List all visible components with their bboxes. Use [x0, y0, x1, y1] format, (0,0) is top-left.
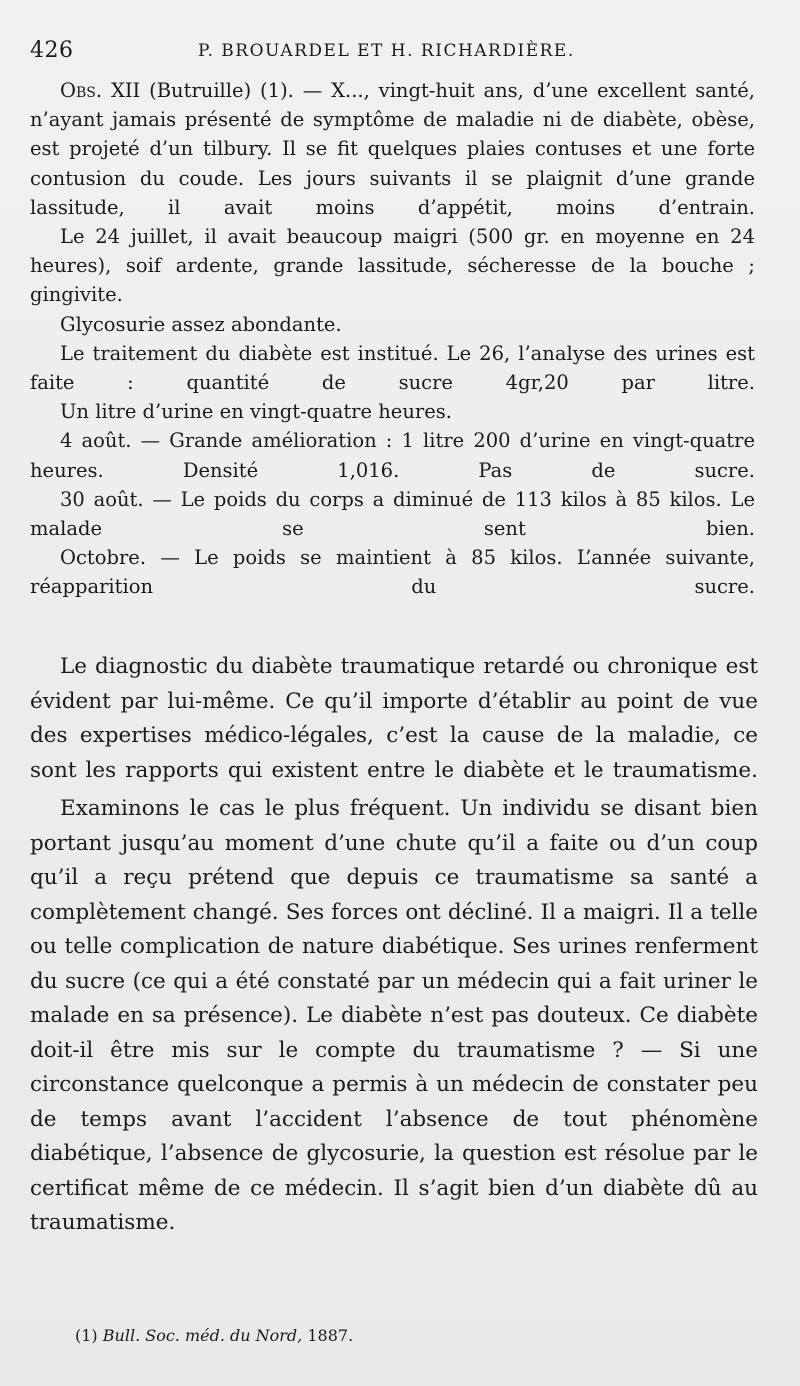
observation-paragraph: Le traitement du diabète est institué. Le 26, l’analyse des urines est faite : quantité de sucre 4gr,20 par litre. [30, 341, 755, 395]
body-paragraph: Examinons le cas le plus fréquent. Un individu se disant bien portant jusqu’au moment d’une chute qu’il a faite ou d’un coup qu’il a reçu prétend que depuis ce traumatisme sa santé a complètement changé. Ses forces ont décliné. Il a maigri. Il a telle ou telle complication de nature diabétique. Ses urines renferment du sucre (ce qui a été constaté par un médecin qui a fait uriner le malade en sa présence). Le diabète n’est pas douteux. Ce diabète doit-il être mis sur le compte du traumatisme ? — Si une circonstance quelconque a permis à un médecin de constater peu de temps avant l’accident l’absence de tout phénomène diabétique, l’absence de glycosurie, la question est résolue par le certificat même de ce médecin. Il s’agit bien d’un diabète dû au traumatisme. [30, 796, 758, 1235]
observation-paragraph: Octobre. — Le poids se maintient à 85 kilos. L’année suivante, réapparition du sucre. [30, 546, 755, 599]
footnote [75, 1326, 353, 1345]
observation-paragraph: Un litre d’urine en vingt-quatre heures. [60, 400, 452, 424]
footnote-year: 1887. [307, 1326, 354, 1345]
main-text [30, 650, 758, 1241]
footnote-marker: (1) [75, 1326, 98, 1345]
page-number: 426 [30, 38, 74, 63]
footnote-source: Bull. Soc. méd. du Nord, [102, 1326, 303, 1345]
observation-paragraph: 30 août. — Le poids du corps a diminué de 113 kilos à 85 kilos. Le malade se sent bien. [30, 487, 755, 541]
page-header [30, 38, 770, 72]
running-head: P. BROUARDEL ET H. RICHARDIÈRE. [198, 41, 575, 61]
observation-paragraph: Le 24 juillet, il avait beaucoup maigri (500 gr. en moyenne en 24 heures), soif ardente, grande lassitude, sécheresse de la bouche ; gingivite. [30, 225, 755, 307]
observation-paragraph [30, 76, 755, 222]
observation-block [30, 76, 755, 602]
observation-paragraph: 4 août. — Grande amélioration : 1 litre 200 d’urine en vingt-quatre heures. Densité 1,016. Pas de sucre. [30, 429, 755, 482]
observation-label: Obs. XII [60, 79, 141, 102]
observation-text: (Butruille) (1). — X..., vingt-huit ans, d’une excellent santé, n’ayant jamais présenté de symptôme de maladie ni de diabète, obèse, est projeté d’un tilbury. Il se fit quelques plaies contuses et une forte contusion du coude. Les jours suivants il se plaignit d’une grande lassitude, il avait moins d’appétit, moins d’entrain. [30, 79, 755, 219]
body-paragraph: Le diagnostic du diabète traumatique retardé ou chronique est évident par lui-même. Ce qu’il importe d’établir au point de vue des expertises médico-légales, c’est la cause de la maladie, ce sont les rapports qui existent entre le diabète et le traumatisme. [30, 654, 758, 783]
observation-paragraph: Glycosurie assez abondante. [60, 312, 342, 336]
